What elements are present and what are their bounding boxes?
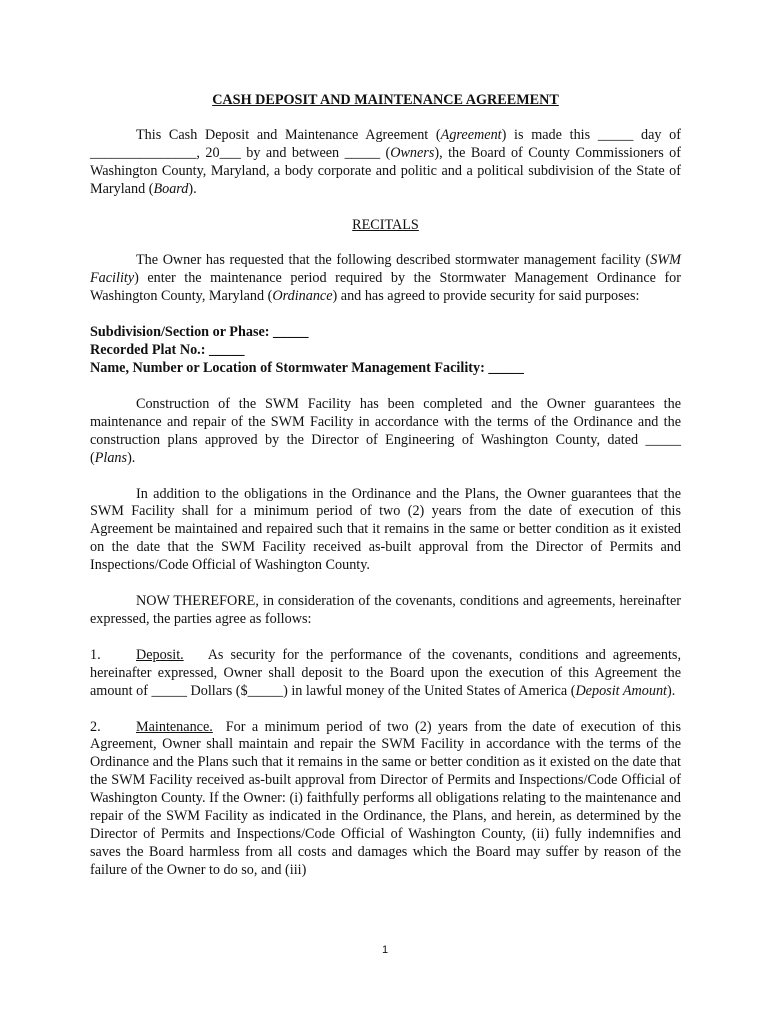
obligations-paragraph: In addition to the obligations in the Ordinance and the Plans, the Owner guarantees that the SWM Facility shall for a minimum period of two (2) years from the date of execution of this Agreement be maintained and repaired such that it remains in the same or better condition as it existed on the date that the SWM Facility received as-built approval from the Director of Permits and Inspections/Code Official of Washington County. (90, 485, 681, 574)
section-1-text-2: ). (667, 682, 676, 699)
section-2-number: 2. (90, 718, 101, 735)
section-1-heading: Deposit. (136, 646, 184, 663)
section-2-maintenance (90, 719, 681, 880)
construction-text-2: ). (127, 449, 136, 466)
board-term: Board (153, 180, 189, 197)
section-2-text: For a minimum period of two (2) years from the date of execution of this Agreement, Owner shall maintain and repair the SWM Facility in accordance with the terms of the Ordinance and the Plans such that it remains in the same or better condition as it existed on the date that the SWM Facility received as-built approval from Director of Permits and Inspections/Code Official of Washington County. If the Owner: (i) faithfully performs all obligations relating to the maintenance and repair of the SWM Facility as indicated in the Ordinance, the Plans, and herein, as determined by the Director of Permits and Inspections/Code Official of Washington County, (ii) fully indemnifies and saves the Board harmless from all costs and damages which the Board may suffer by reason of the failure of the Owner to do so, and (iii) (90, 718, 681, 878)
section-2-heading: Maintenance. (136, 718, 213, 735)
ordinance-term: Ordinance (272, 288, 333, 305)
recital-paragraph (90, 252, 681, 306)
page-number: 1 (381, 944, 389, 956)
intro-text-1: This Cash Deposit and Maintenance Agreement ( (136, 126, 441, 143)
facility-fields (90, 324, 681, 378)
swm-facility-term: SWM Facility (90, 252, 681, 287)
recital-text-3: ) and has agreed to provide security for said purposes: (332, 288, 640, 305)
intro-text-3: ), the Board of County Commissioners of Washington County, Maryland, a body corporate and politic and a political subdivision of the State of Maryland ( (90, 144, 681, 197)
owners-term: Owners (390, 144, 435, 161)
construction-text-1: Construction of the SWM Facility has been completed and the Owner guarantees the maintenance and repair of the SWM Facility in accordance with the terms of the Ordinance and the construction plans approved by the Director of Engineering of Washington County, dated _____ ( (90, 395, 681, 466)
section-1-text-1: As security for the performance of the covenants, conditions and agreements, hereinafter expressed, Owner shall deposit to the Board upon the execution of this Agreement the amount of _____ Dollars ($_____) in lawful money of the United States of America ( (90, 646, 681, 699)
intro-text-4: ). (188, 180, 197, 197)
document-title: CASH DEPOSIT AND MAINTENANCE AGREEMENT (212, 92, 559, 108)
section-1-deposit (90, 647, 681, 701)
plans-term: Plans (94, 449, 128, 466)
now-therefore-paragraph: NOW THEREFORE, in consideration of the covenants, conditions and agreements, hereinafter expressed, the parties agree as follows: (90, 593, 681, 627)
recorded-plat-field: Recorded Plat No.: _____ (90, 342, 245, 359)
recital-text-2: ) enter the maintenance period required by the Stormwater Management Ordinance for Washington County, Maryland ( (90, 270, 681, 305)
intro-text-2: ) is made this _____ day of _______________, 20___ by and between _____ ( (90, 126, 682, 161)
subdivision-field: Subdivision/Section or Phase: _____ (90, 324, 309, 341)
agreement-term: Agreement (440, 126, 502, 143)
deposit-amount-term: Deposit Amount (575, 682, 667, 699)
recitals-heading: RECITALS (352, 216, 419, 233)
intro-paragraph (90, 127, 681, 199)
facility-name-field: Name, Number or Location of Stormwater Management Facility: _____ (90, 359, 524, 376)
recital-text-1: The Owner has requested that the following described stormwater management facility ( (136, 252, 651, 269)
document-body (90, 92, 681, 898)
section-1-number: 1. (90, 646, 101, 663)
construction-paragraph (90, 396, 681, 468)
